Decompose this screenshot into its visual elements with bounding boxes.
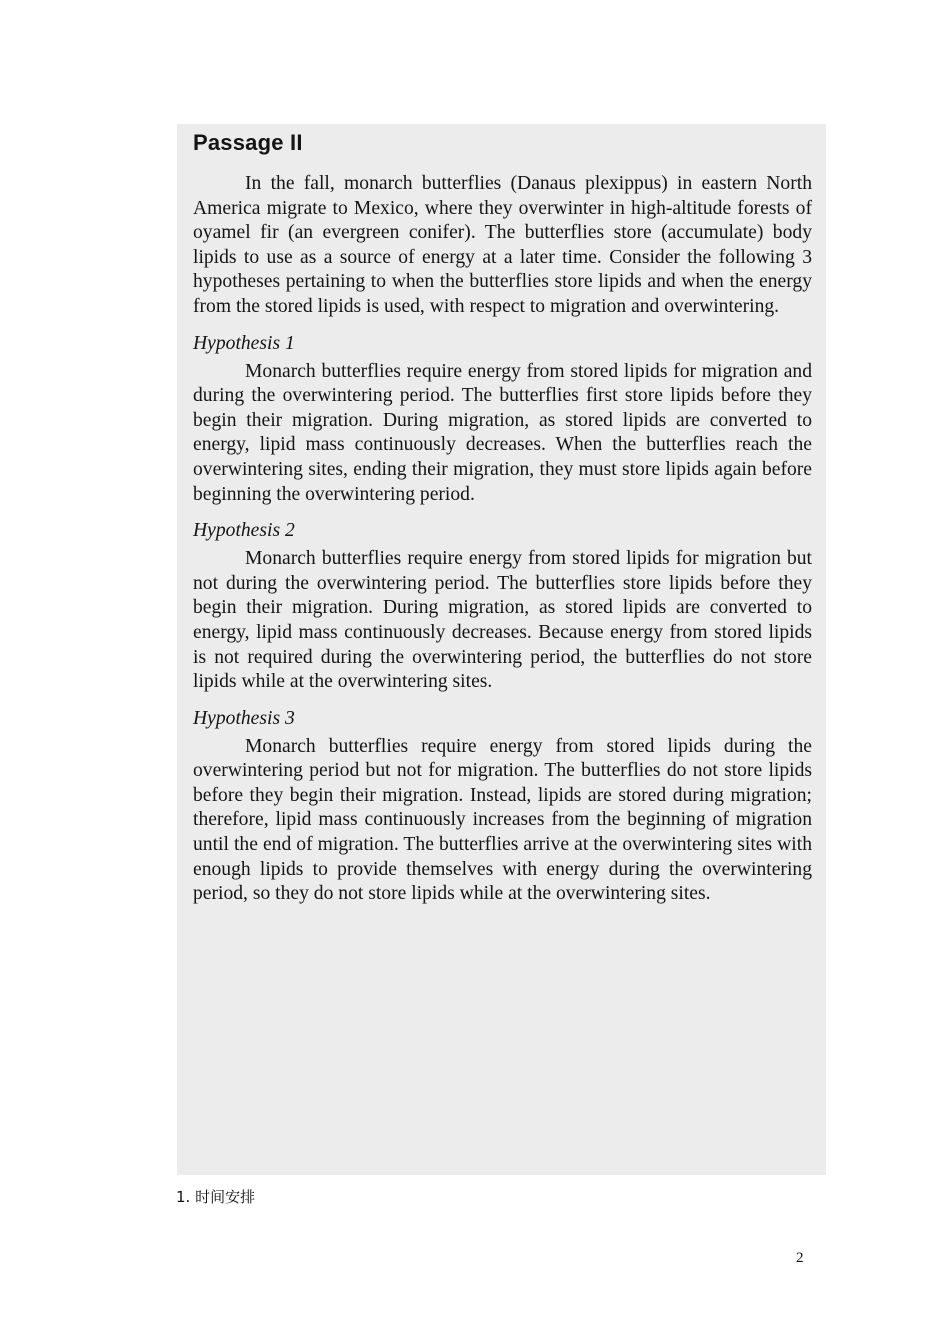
footer-note: 1. 时间安排: [176, 1188, 256, 1206]
hypothesis-2-heading: Hypothesis 2: [193, 520, 295, 542]
page-number: 2: [796, 1250, 804, 1266]
passage-intro: In the fall, monarch butterflies (Danaus plexippus) in eastern North America migrate to Mexico, where they overwinter in high-altitude forests of oyamel fir (an evergreen conifer). The butterflies store (accumulate) body lipids to use as a source of energy at a later time. Consider the following 3 hypotheses pertaining to when the butterflies store lipids and when the energy from the stored lipids is used, with respect to migration and overwintering.: [193, 173, 812, 317]
hypothesis-3-text: Monarch butterflies require energy from stored lipids during the overwintering period but not for migration. The butterflies do not store lipids before they begin their migration. Instead, lipids are stored during migration; therefore, lipid mass continuously increases from the beginning of migration until the end of migration. The butterflies arrive at the overwintering sites with enough lipids to provide themselves with energy during the overwintering period, so they do not store lipids while at the overwintering sites.: [193, 735, 812, 905]
scanned-passage-image: [177, 124, 826, 1175]
hypothesis-2-text: Monarch butterflies require energy from stored lipids for migration but not during the overwintering period. The butterflies store lipids before they begin their migration. During migration, as stored lipids are converted to energy, lipid mass continuously decreases. Because energy from stored lipids is not required during the overwintering period, the butterflies do not store lipids while at the overwintering sites.: [193, 548, 812, 693]
hypothesis-3-heading: Hypothesis 3: [193, 707, 295, 729]
hypothesis-1-heading: Hypothesis 1: [193, 332, 295, 354]
passage-title: Passage II: [193, 130, 303, 155]
hypothesis-1-text: Monarch butterflies require energy from stored lipids for migration and during the overwintering period. The butterflies first store lipids before they begin their migration. During migration, as stored lipids are converted to energy, lipid mass continuously decreases. When the butterflies reach the overwintering sites, ending their migration, they must store lipids again before beginning the overwintering period.: [193, 360, 812, 505]
